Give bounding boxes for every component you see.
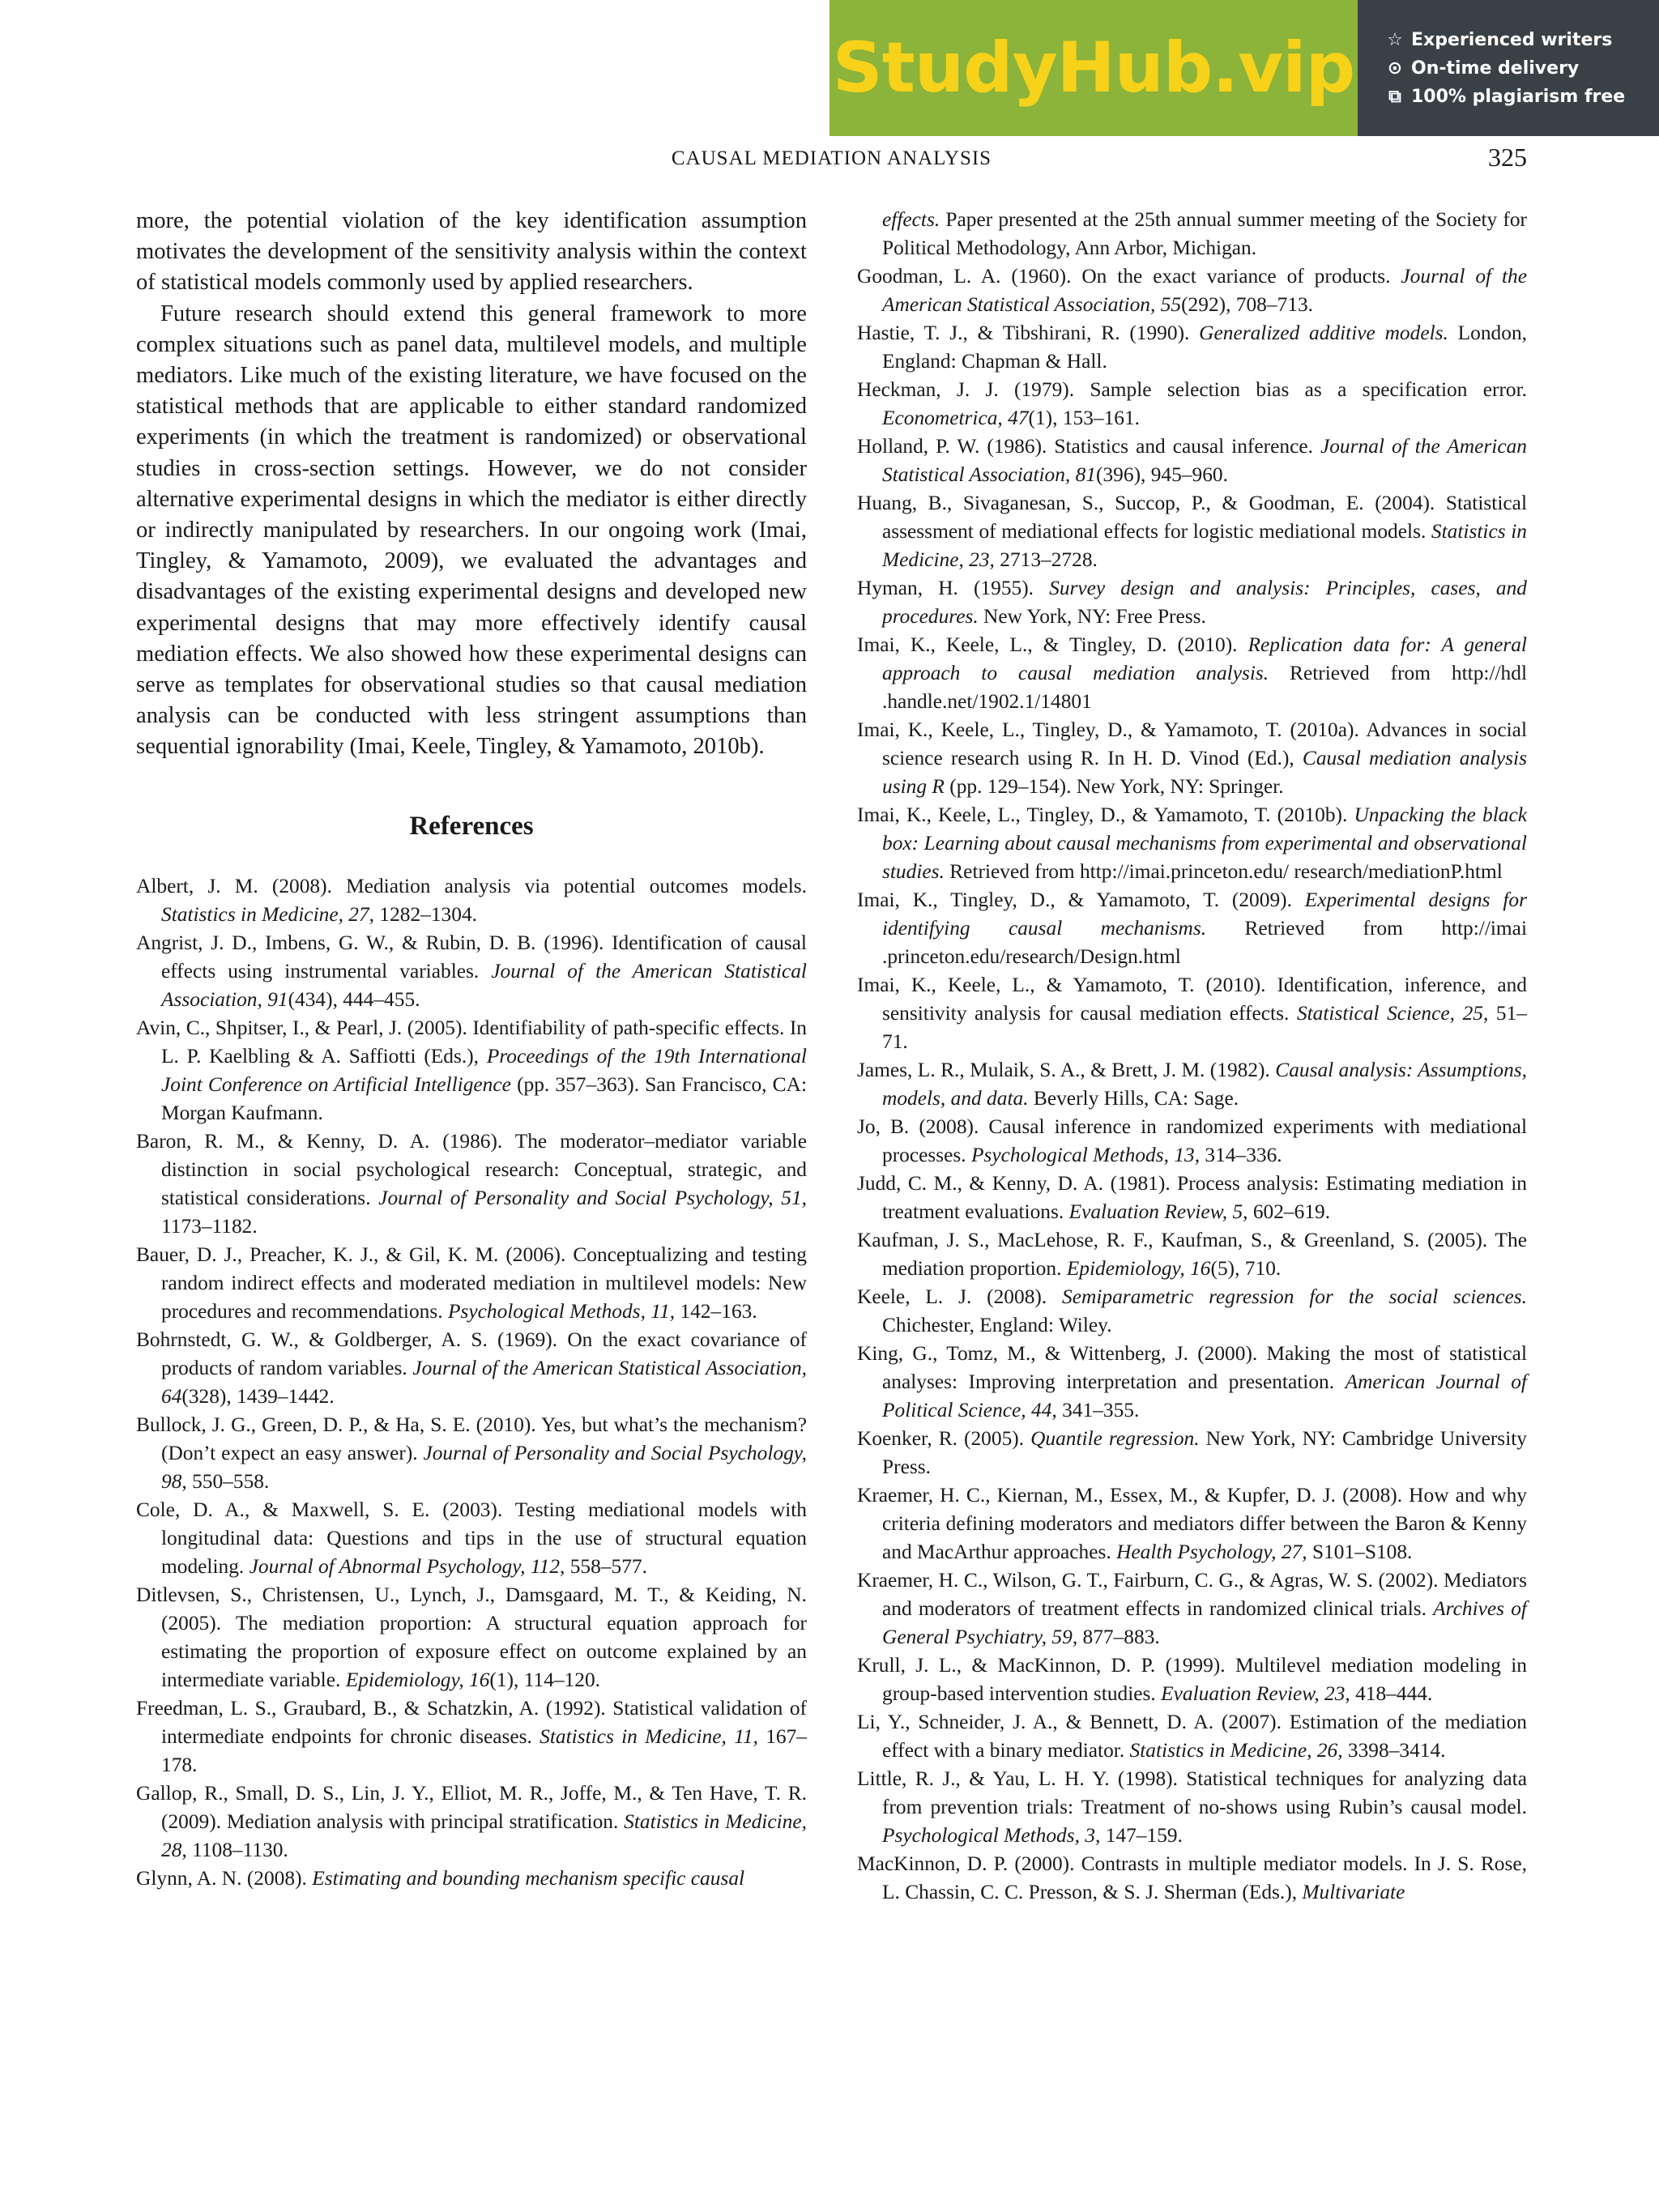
reference-entry [857,489,1527,574]
star-icon: ☆ [1387,29,1403,50]
reference-italic: Econometrica, 47 [882,407,1029,429]
reference-text: 142–163. [675,1299,757,1323]
reference-italic: Health Psychology, 27, [1116,1541,1307,1563]
feature-label: Experienced writers [1411,29,1613,50]
feature-on-time-delivery [1385,58,1659,79]
reference-text: MacKinnon, D. P. (2000). Contrasts in multiple mediator models. In J. S. Rose, L. Chassin, C. C. Presson, & S. J. Sherman (Eds.), [857,1852,1527,1903]
reference-text: Huang, B., Sivaganesan, S., Succop, P., & Goodman, E. (2004). Statistical assessment of mediational effects for logistic mediational models. [857,492,1527,543]
reference-entry [136,1411,807,1496]
reference-text: Kaufman, J. S., MacLehose, R. F., Kaufman, S., & Greenland, S. (2005). The mediation proportion. [857,1229,1527,1280]
reference-list-left [136,872,807,1893]
reference-text: 1108–1130. [186,1838,288,1861]
reference-italic: Survey design and analysis: Principles, cases, and procedures. [882,577,1527,628]
reference-italic: Psychological Methods, 11, [447,1299,676,1323]
reference-text: Hastie, T. J., & Tibshirani, R. (1990). [857,322,1200,344]
reference-entry [857,433,1527,489]
reference-entry [136,1694,807,1779]
reference-text: (1), 153–161. [1028,407,1141,429]
reference-text: (5), 710. [1210,1257,1282,1280]
reference-entry [857,886,1527,971]
reference-text: Koenker, R. (2005). [857,1427,1031,1450]
reference-italic: Journal of the American Statistical Association, 81 [882,435,1527,486]
reference-entry [857,376,1527,433]
reference-entry [136,1127,807,1241]
reference-text: Paper presented at the 25th annual summer meeting of the Society for Political Methodology, Ann Arbor, Michigan. [882,208,1527,259]
reference-entry [857,1481,1527,1566]
feature-plagiarism-free [1385,87,1659,107]
reference-italic: American Journal of Political Science, 44, [882,1370,1527,1421]
reference-italic: effects. [882,208,940,231]
reference-text: 314–336. [1200,1144,1282,1166]
reference-text: Freedman, L. S., Graubard, B., & Schatzkin, A. (1992). Statistical validation of intermediate endpoints for chronic diseases. [136,1696,807,1748]
reference-text: New York, NY: Free Press. [978,605,1206,628]
reference-italic: Experimental designs for identifying causal mechanisms. [882,889,1527,940]
reference-text: Retrieved from http://imai .princeton.edu/research/Design.html [882,917,1528,968]
reference-italic: Statistics in Medicine, 11, [539,1724,758,1748]
studyhub-logo[interactable] [830,0,1358,136]
reference-text: Glynn, A. N. (2008). [136,1866,313,1890]
reference-text: 1282–1304. [374,902,477,926]
reference-text: 418–444. [1350,1682,1433,1705]
reference-entry [857,1652,1527,1708]
reference-text: Angrist, J. D., Imbens, G. W., & Rubin, D. B. (1996). Identification of causal effects using instrumental variables. [136,931,807,982]
reference-italic: Evaluation Review, 5, [1068,1200,1248,1223]
banner-features [1358,0,1659,136]
reference-entry [857,801,1527,886]
reference-italic: Quantile regression. [1030,1427,1200,1450]
feature-label: 100% plagiarism free [1411,86,1626,107]
reference-text: Little, R. J., & Yau, L. H. Y. (1998). Statistical techniques for analyzing data from prevention trials: Treatment of no-shows using Rubin’s causal model. [857,1767,1527,1818]
reference-text: Judd, C. M., & Kenny, D. A. (1981). Process analysis: Estimating mediation in treatment evaluations. [857,1172,1527,1223]
reference-italic: Multivariate [1302,1881,1405,1903]
reference-text: 167–178. [161,1724,808,1776]
reference-text: Imai, K., Keele, L., Tingley, D., & Yamamoto, T. (2010a). Advances in social science research using R. In H. D. Vinod (Ed.), [857,718,1527,769]
reference-italic: Journal of the American Statistical Association, 64 [161,1356,807,1408]
reference-italic: Journal of Personality and Social Psychology, 51, [378,1186,807,1209]
reference-entry [857,1708,1527,1765]
reference-entry [136,1581,807,1694]
reference-entry [857,1226,1527,1283]
reference-italic: Archives of General Psychiatry, 59, [882,1597,1527,1648]
copy-icon: ⧉ [1388,86,1401,107]
running-header [136,143,1527,178]
reference-text: Baron, R. M., & Kenny, D. A. (1986). The moderator–mediator variable distinction in social psychological research: Conceptual, strategic, and statistical considerations. [136,1129,807,1209]
reference-entry [136,929,807,1014]
reference-text: New York, NY: Cambridge University Press. [882,1427,1527,1478]
reference-entry [857,1283,1527,1340]
reference-text: Imai, K., Keele, L., & Yamamoto, T. (2010). Identification, inference, and sensitivity analysis for causal mediation effects. [857,974,1527,1025]
reference-text: 1173–1182. [161,1214,258,1238]
reference-entry [136,1779,807,1865]
reference-text: Goodman, L. A. (1960). On the exact variance of products. [857,265,1401,288]
right-column [857,206,1527,1907]
reference-italic: Epidemiology, 16 [1066,1257,1211,1280]
body-paragraph: more, the potential violation of the key identification assumption motivates the development of the sensitivity analysis within the context of statistical models commonly used by applied researchers. [136,208,807,296]
reference-italic: Proceedings of the 19th International Joint Conference on Artificial Intelligence [161,1044,807,1096]
reference-text: Heckman, J. J. (1979). Sample selection bias as a specification error. [857,378,1527,401]
reference-text: Gallop, R., Small, D. S., Lin, J. Y., Elliot, M. R., Joffe, M., & Ten Have, T. R. (2009). Mediation analysis with principal stratification. [136,1781,807,1833]
reference-text: 3398–3414. [1342,1739,1446,1762]
reference-text: 602–619. [1247,1200,1331,1223]
reference-italic: Statistics in Medicine, 28, [161,1809,807,1861]
reference-italic: Epidemiology, 16 [345,1668,490,1691]
logo-text: StudyHub.vip [832,28,1355,109]
reference-entry [857,1566,1527,1652]
reference-text: Kraemer, H. C., Kiernan, M., Essex, M., & Kupfer, D. J. (2008). How and why criteria defining moderators and mediators differ between the Baron & Kenny and MacArthur approaches. [857,1484,1527,1563]
reference-text: Hyman, H. (1955). [857,577,1050,599]
reference-text: (328), 1439–1442. [181,1384,335,1408]
reference-italic: Psychological Methods, 3, [882,1824,1101,1847]
running-title: CAUSAL MEDIATION ANALYSIS [671,147,992,169]
reference-italic: Estimating and bounding mechanism specific causal [312,1866,745,1890]
left-column [136,206,807,1893]
reference-entry [136,1014,807,1127]
feature-label: On-time delivery [1411,58,1580,79]
reference-italic: Replication data for: A general approach to causal mediation analysis. [882,633,1527,684]
reference-entry [857,716,1527,801]
reference-text: Ditlevsen, S., Christensen, U., Lynch, J., Damsgaard, M. T., & Keiding, N. (2005). The mediation proportion: A structural equation approach for estimating the proportion of exposure effect on outcome explained by an intermediate variable. [136,1583,807,1691]
reference-text: (292), 708–713. [1181,293,1314,316]
reference-italic: Statistics in Medicine, 23, [882,520,1527,571]
page-number: 325 [1488,143,1527,172]
reference-text: Kraemer, H. C., Wilson, G. T., Fairburn, C. G., & Agras, W. S. (2002). Mediators and moderators of treatment effects in randomized clinical trials. [857,1569,1527,1620]
reference-text: Imai, K., Tingley, D., & Yamamoto, T. (2009). [857,889,1305,911]
reference-entry [857,1056,1527,1113]
reference-entry [857,1113,1527,1170]
reference-text: Keele, L. J. (2008). [857,1285,1063,1308]
reference-entry [857,262,1527,319]
reference-italic: Journal of Abnormal Psychology, 112, [249,1554,565,1578]
feature-experienced-writers [1385,30,1659,50]
reference-text: 877–883. [1077,1626,1160,1648]
reference-text: London, England: Chapman & Hall. [882,322,1527,373]
reference-text: Albert, J. M. (2008). Mediation analysis via potential outcomes models. [136,874,807,897]
reference-entry [857,574,1527,631]
reference-entry [857,1850,1527,1907]
reference-italic: Generalized additive models. [1199,322,1448,344]
reference-list-right [857,262,1527,1907]
reference-text: (396), 945–960. [1096,463,1228,486]
reference-italic: Causal analysis: Assumptions, models, and data. [882,1059,1527,1110]
reference-italic: Semiparametric regression for the social sciences. [1062,1285,1527,1308]
reference-text: S101–S108. [1307,1541,1413,1563]
reference-text: Holland, P. W. (1986). Statistics and causal inference. [857,435,1320,458]
reference-text: 558–577. [565,1554,647,1578]
reference-text: (1), 114–120. [489,1668,600,1691]
reference-text: 51–71. [882,1002,1527,1053]
reference-text: Imai, K., Keele, L., & Tingley, D. (2010). [857,633,1248,656]
reference-text: (434), 444–455. [288,987,420,1011]
reference-italic: Journal of the American Statistical Association, 55 [882,265,1528,316]
reference-text: 341–355. [1056,1399,1140,1421]
reference-italic: Statistical Science, 25, [1296,1002,1489,1025]
body-paragraph: Future research should extend this general framework to more complex situations such as panel data, multilevel models, and multiple mediators. Like much of the existing literature, we have focused on the statistical methods that are applicable to either standard randomized experiments (in which the treatment is randomized) or observational studies in cross-section settings. However, we do not consider alternative experimental designs in which the mediator is either directly or indirectly manipulated by researchers. In our ongoing work (Imai, Tingley, & Yamamoto, 2009), we evaluated the advantages and disadvantages of the existing experimental designs and developed new experimental designs that may more effectively identify causal mediation effects. We also showed how these experimental designs can serve as templates for observational studies so that causal mediation analysis can be conducted with less stringent assumptions than sequential ignorability (Imai, Keele, Tingley, & Yamamoto, 2010b). [136,300,807,760]
reference-entry [857,319,1527,376]
reference-text: Li, Y., Schneider, J. A., & Bennett, D. A. (2007). Estimation of the mediation effect with a binary mediator. [857,1711,1527,1762]
reference-entry [857,1340,1527,1425]
reference-entry [136,1865,807,1893]
reference-text: Cole, D. A., & Maxwell, S. E. (2003). Testing mediational models with longitudinal data: Questions and tips in the use of structural equation modeling. [136,1498,807,1578]
reference-italic: Statistics in Medicine, 26, [1129,1739,1343,1762]
reference-text: Avin, C., Shpitser, I., & Pearl, J. (2005). Identifiability of path-specific effects. In L. P. Kaelbling & A. Saffiotti (Eds.), [136,1016,807,1068]
reference-text: (pp. 357–363). San Francisco, CA: Morgan Kaufmann. [161,1072,808,1124]
reference-text: Bauer, D. J., Preacher, K. J., & Gil, K. M. (2006). Conceptualizing and testing random indirect effects and moderated mediation in multilevel models: New procedures and recommendations. [136,1242,807,1323]
reference-italic: Unpacking the black box: Learning about causal mechanisms from experimental and observational studies. [882,803,1527,883]
reference-text: 2713–2728. [994,548,1098,571]
reference-entry [857,1425,1527,1481]
reference-text: Bullock, J. G., Green, D. P., & Ha, S. E. (2010). Yes, but what’s the mechanism? (Don’t expect an easy answer). [136,1413,807,1464]
reference-entry [136,1241,807,1326]
reference-text: Krull, J. L., & MacKinnon, D. P. (1999). Multilevel mediation modeling in group-based intervention studies. [857,1654,1527,1705]
reference-italic: Journal of the American Statistical Association, 91 [161,959,807,1011]
reference-text: Imai, K., Keele, L., Tingley, D., & Yamamoto, T. (2010b). [857,803,1354,826]
reference-text: Beverly Hills, CA: Sage. [1028,1087,1239,1110]
reference-entry [857,1765,1527,1850]
reference-entry [136,872,807,929]
reference-entry [136,1496,807,1581]
reference-text: James, L. R., Mulaik, S. A., & Brett, J. M. (1982). [857,1059,1276,1081]
reference-text: Retrieved from http://hdl .handle.net/1902.1/14801 [882,662,1527,713]
reference-text: Jo, B. (2008). Causal inference in randomized experiments with mediational processes. [857,1115,1527,1166]
reference-italic: Statistics in Medicine, 27, [161,902,375,926]
reference-entry [857,1170,1527,1226]
reference-text: Chichester, England: Wiley. [882,1314,1112,1336]
reference-text: 550–558. [186,1469,270,1493]
reference-text: (pp. 129–154). New York, NY: Springer. [944,775,1284,798]
studyhub-banner[interactable] [830,0,1659,136]
reference-text: Bohrnstedt, G. W., & Goldberger, A. S. (1969). On the exact covariance of products of random variables. [136,1328,807,1379]
reference-entry [857,971,1527,1056]
reference-entry [136,1326,807,1411]
clock-icon: ⊙ [1387,58,1403,79]
reference-text: Retrieved from http://imai.princeton.edu/ research/mediationP.html [944,860,1503,883]
reference-continuation [857,206,1527,262]
reference-italic: Journal of Personality and Social Psychology, 98, [161,1441,807,1493]
references-heading: References [409,811,534,841]
reference-text: 147–159. [1100,1824,1183,1847]
reference-italic: Evaluation Review, 23, [1161,1682,1350,1705]
reference-italic: Psychological Methods, 13, [971,1144,1201,1166]
reference-italic: Causal mediation analysis using R [882,747,1527,798]
reference-text: King, G., Tomz, M., & Wittenberg, J. (2000). Making the most of statistical analyses: Improving interpretation and presentation. [857,1342,1527,1393]
reference-entry [857,631,1527,716]
